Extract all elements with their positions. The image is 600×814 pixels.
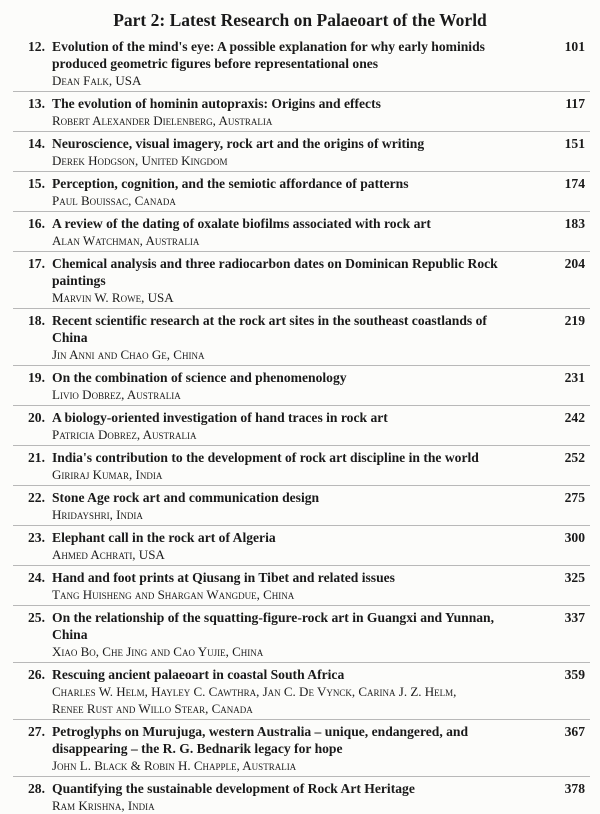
entry-divider (13, 91, 590, 92)
entry-title: On the relationship of the squatting-figure-rock art in Guangxi and Yunnan, China (52, 610, 495, 642)
entry-author: Ram Krishna, India (52, 798, 155, 813)
toc-entry (0, 38, 600, 89)
entry-divider (13, 565, 590, 566)
entry-title: A biology-oriented investigation of hand traces in rock art (52, 410, 388, 425)
toc-entry (0, 449, 600, 483)
entry-divider (13, 365, 590, 366)
toc-entry (0, 215, 600, 249)
entry-title: India's contribution to the development of rock art discipline in the world (52, 450, 479, 465)
entry-divider (13, 131, 590, 132)
entry-author: Hridayshri, India (52, 507, 143, 522)
entry-number: 12. (28, 39, 45, 54)
toc-entry (0, 529, 600, 563)
entry-title: Petroglyphs on Murujuga, western Australia – unique, endangered, and disappearing – the R. G. Bednarik legacy for hope (52, 724, 469, 756)
entry-page-number: 367 (564, 724, 585, 739)
entry-number: 14. (28, 136, 45, 151)
entry-page-number: 242 (564, 410, 585, 425)
toc-entry (0, 666, 600, 717)
entry-page-number: 204 (564, 256, 585, 271)
entry-page-number: 325 (564, 570, 585, 585)
entry-page-number: 117 (565, 96, 585, 111)
entry-divider (13, 251, 590, 252)
entry-number: 25. (28, 610, 45, 625)
entry-number: 23. (28, 530, 45, 545)
entry-author: Dean Falk, USA (52, 73, 142, 88)
entry-divider (13, 719, 590, 720)
entry-number: 19. (28, 370, 45, 385)
entry-divider (13, 171, 590, 172)
entry-author: Xiao Bo, Che Jing and Cao Yujie, China (52, 644, 264, 659)
entry-divider (13, 776, 590, 777)
entry-page-number: 101 (564, 39, 585, 54)
entry-number: 22. (28, 490, 45, 505)
entry-number: 28. (28, 781, 45, 796)
toc-entry (0, 489, 600, 523)
entry-author: Paul Bouissac, Canada (52, 193, 176, 208)
entry-title: Chemical analysis and three radiocarbon dates on Dominican Republic Rock paintings (52, 256, 498, 288)
entry-page-number: 151 (564, 136, 585, 151)
entry-number: 26. (28, 667, 45, 682)
entry-author: John L. Black & Robin H. Chapple, Australia (52, 758, 297, 773)
entry-divider (13, 525, 590, 526)
entry-number: 18. (28, 313, 45, 328)
toc-entry (0, 175, 600, 209)
toc-list (0, 38, 600, 814)
entry-title: Stone Age rock art and communication design (52, 490, 320, 505)
entry-number: 17. (28, 256, 45, 271)
toc-entry (0, 723, 600, 774)
entry-page-number: 252 (564, 450, 585, 465)
entry-page-number: 337 (564, 610, 585, 625)
toc-entry (0, 255, 600, 306)
entry-page-number: 275 (564, 490, 585, 505)
entry-number: 21. (28, 450, 45, 465)
entry-number: 13. (28, 96, 45, 111)
toc-entry (0, 780, 600, 814)
entry-divider (13, 445, 590, 446)
toc-entry (0, 369, 600, 403)
toc-entry (0, 312, 600, 363)
entry-number: 27. (28, 724, 45, 739)
entry-page-number: 183 (564, 216, 585, 231)
toc-entry (0, 409, 600, 443)
entry-title: Evolution of the mind's eye: A possible explanation for why early hominids produced geometric figures before representational ones (52, 39, 485, 71)
entry-author: Giriraj Kumar, India (52, 467, 163, 482)
toc-entry (0, 609, 600, 660)
entry-page-number: 359 (564, 667, 585, 682)
entry-page-number: 378 (564, 781, 585, 796)
entry-page-number: 174 (564, 176, 585, 191)
entry-title: Recent scientific research at the rock art sites in the southeast coastlands of China (52, 313, 487, 345)
entry-title: Hand and foot prints at Qiusang in Tibet and related issues (52, 570, 395, 585)
entry-author: Robert Alexander Dielenberg, Australia (52, 113, 273, 128)
entry-divider (13, 405, 590, 406)
entry-number: 16. (28, 216, 45, 231)
entry-page-number: 219 (564, 313, 585, 328)
entry-divider (13, 485, 590, 486)
toc-entry (0, 95, 600, 129)
entry-divider (13, 308, 590, 309)
entry-author: Alan Watchman, Australia (52, 233, 200, 248)
toc-entry (0, 569, 600, 603)
entry-author: Charles W. Helm, Hayley C. Cawthra, Jan C. De Vynck, Carina J. Z. Helm, (52, 684, 457, 699)
entry-title: The evolution of hominin autopraxis: Origins and effects (52, 96, 381, 111)
entry-page-number: 300 (564, 530, 585, 545)
entry-divider (13, 211, 590, 212)
entry-title: A review of the dating of oxalate biofilms associated with rock art (52, 216, 431, 231)
part-title: Part 2: Latest Research on Palaeoart of the World (113, 10, 487, 30)
entry-number: 15. (28, 176, 45, 191)
entry-author: Renee Rust and Willo Stear, Canada (52, 701, 253, 716)
entry-author: Livio Dobrez, Australia (52, 387, 181, 402)
entry-title: Elephant call in the rock art of Algeria (52, 530, 276, 545)
entry-title: Quantifying the sustainable development of Rock Art Heritage (52, 781, 415, 796)
entry-page-number: 231 (564, 370, 585, 385)
entry-author: Derek Hodgson, United Kingdom (52, 153, 228, 168)
entry-divider (13, 662, 590, 663)
entry-title: Perception, cognition, and the semiotic affordance of patterns (52, 176, 409, 191)
entry-author: Tang Huisheng and Shargan Wangdue, China (52, 587, 295, 602)
entry-author: Jin Anni and Chao Ge, China (52, 347, 205, 362)
entry-divider (13, 605, 590, 606)
entry-author: Patricia Dobrez, Australia (52, 427, 197, 442)
entry-title: Neuroscience, visual imagery, rock art and the origins of writing (52, 136, 425, 151)
entry-number: 20. (28, 410, 45, 425)
entry-number: 24. (28, 570, 45, 585)
entry-author: Marvin W. Rowe, USA (52, 290, 174, 305)
toc-entry (0, 135, 600, 169)
entry-title: On the combination of science and phenomenology (52, 370, 347, 385)
entry-author: Ahmed Achrati, USA (52, 547, 165, 562)
entry-title: Rescuing ancient palaeoart in coastal South Africa (52, 667, 345, 682)
